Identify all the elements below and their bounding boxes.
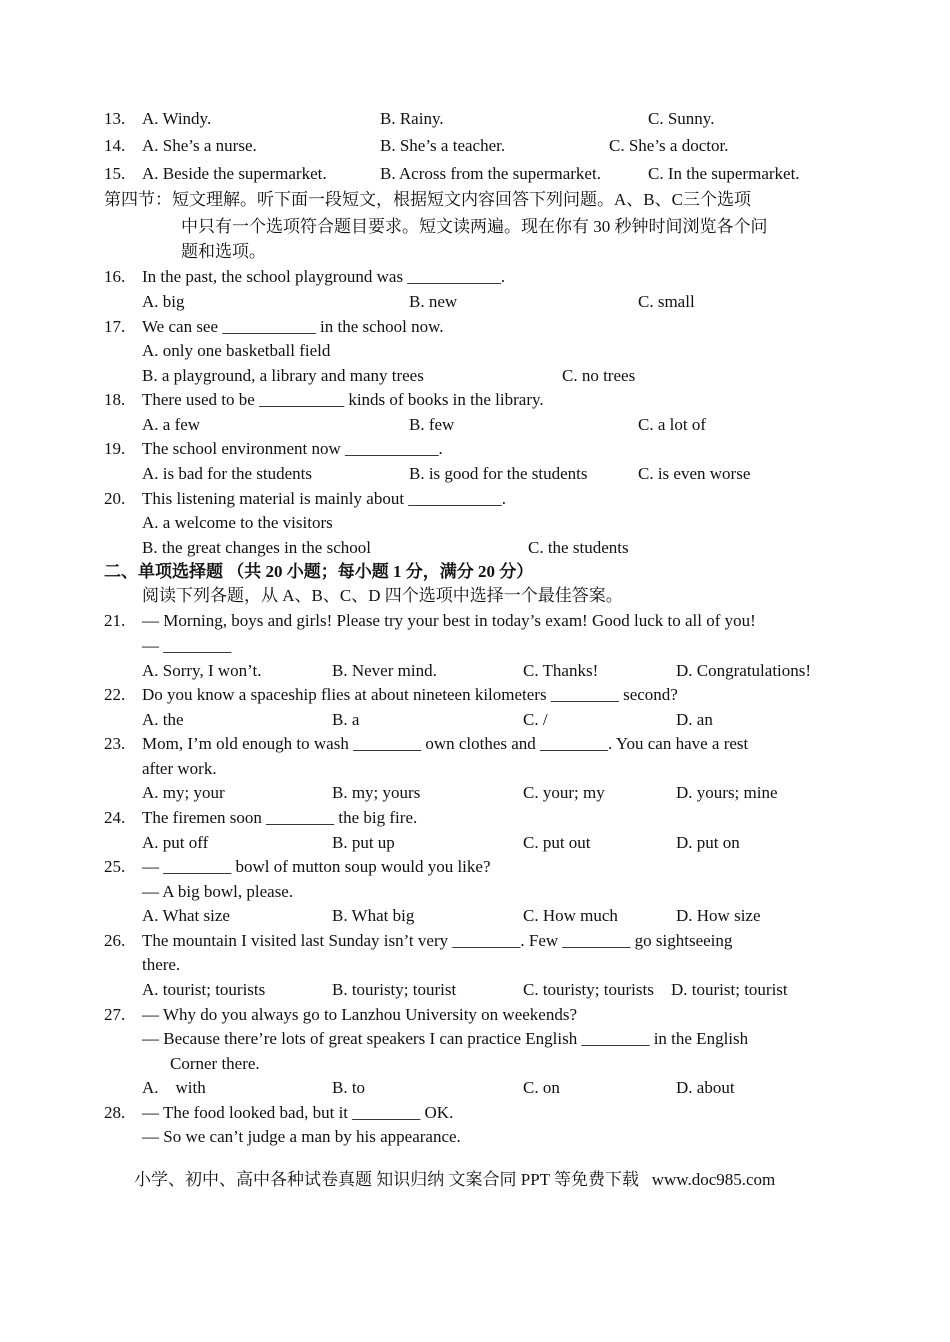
option-a: A. my; your <box>142 783 225 802</box>
option-c: C. How much <box>523 906 618 925</box>
option-a: A. Sorry, I won’t. <box>142 661 262 680</box>
question-stem: Do you know a spaceship flies at about nineteen kilometers ________ second? <box>142 685 678 704</box>
question-stem: — A big bowl, please. <box>142 882 294 901</box>
option-d: D. yours; mine <box>676 783 778 802</box>
option-b: B. the great changes in the school <box>142 538 371 557</box>
option-d: D. tourist; tourist <box>671 980 788 999</box>
option-a: A. She’s a nurse. <box>142 136 257 155</box>
question-stem: — Why do you always go to Lanzhou University on weekends? <box>142 1005 577 1024</box>
question-stem: after work. <box>142 759 217 778</box>
option-a: A. Windy. <box>142 109 212 128</box>
option-c: C. is even worse <box>638 464 751 483</box>
option-d: D. about <box>676 1078 735 1097</box>
option-a: A. a welcome to the visitors <box>142 513 333 532</box>
option-d: D. How size <box>676 906 761 925</box>
question-stem: Mom, I’m old enough to wash ________ own clothes and ________. You can have a rest <box>142 734 749 753</box>
option-b: B. to <box>332 1078 366 1097</box>
option-c: C. put out <box>523 833 591 852</box>
option-a: A. put off <box>142 833 209 852</box>
question-stem: — ________ <box>142 636 232 655</box>
option-d: D. put on <box>676 833 740 852</box>
option-a: A. the <box>142 710 184 729</box>
part-instruction: 阅读下列各题，从 A、B、C、D 四个选项中选择一个最佳答案。 <box>142 586 623 605</box>
question-stem: The mountain I visited last Sunday isn’t very ________. Few ________ go sightseeing <box>142 931 733 950</box>
option-a: A. a few <box>142 415 201 434</box>
option-c: C. your; my <box>523 783 605 802</box>
question-number: 13. <box>104 109 126 128</box>
question-stem: The school environment now ___________. <box>142 439 443 458</box>
option-c: C. on <box>523 1078 560 1097</box>
question-number: 20. <box>104 489 126 508</box>
section-instruction: 题和选项。 <box>181 242 266 261</box>
option-c: C. no trees <box>562 366 636 385</box>
question-stem: — Because there’re lots of great speakers I can practice English ________ in the English <box>142 1029 749 1048</box>
option-d: D. Congratulations! <box>676 661 812 680</box>
option-b: B. is good for the students <box>409 464 588 483</box>
question-stem: — The food looked bad, but it ________ OK. <box>142 1103 454 1122</box>
option-b: B. Across from the supermarket. <box>380 164 601 183</box>
option-b: B. a <box>332 710 360 729</box>
question-stem: — Morning, boys and girls! Please try your best in today’s exam! Good luck to all of you! <box>142 611 756 630</box>
option-b: B. She’s a teacher. <box>380 136 506 155</box>
question-number: 28. <box>104 1103 126 1122</box>
option-a: A. is bad for the students <box>142 464 312 483</box>
question-stem: there. <box>142 955 181 974</box>
question-number: 21. <box>104 611 126 630</box>
option-a: A. with <box>142 1078 206 1097</box>
option-c: C. She’s a doctor. <box>609 136 729 155</box>
option-b: B. Never mind. <box>332 661 437 680</box>
question-number: 26. <box>104 931 126 950</box>
question-stem: — So we can’t judge a man by his appearance. <box>142 1127 461 1146</box>
page-footer: 小学、初中、高中各种试卷真题 知识归纳 文案合同 PPT 等免费下载 www.doc985.com <box>134 1170 776 1189</box>
option-b: B. Rainy. <box>380 109 444 128</box>
question-stem: The firemen soon ________ the big fire. <box>142 808 418 827</box>
question-stem: — ________ bowl of mutton soup would you like? <box>142 857 491 876</box>
question-number: 25. <box>104 857 126 876</box>
question-number: 23. <box>104 734 126 753</box>
option-c: C. In the supermarket. <box>648 164 800 183</box>
option-c: C. Thanks! <box>523 661 599 680</box>
question-stem: Corner there. <box>170 1054 260 1073</box>
section-instruction: 第四节：短文理解。听下面一段短文，根据短文内容回答下列问题。A、B、C三个选项 <box>104 190 751 209</box>
option-c: C. Sunny. <box>648 109 715 128</box>
question-stem: There used to be __________ kinds of books in the library. <box>142 390 544 409</box>
option-c: C. the students <box>528 538 629 557</box>
option-b: B. a playground, a library and many trees <box>142 366 424 385</box>
option-a: A. What size <box>142 906 230 925</box>
option-c: C. touristy; tourists <box>523 980 654 999</box>
option-a: A. Beside the supermarket. <box>142 164 327 183</box>
part-heading: 二、单项选择题 （共 20 小题；每小题 1 分，满分 20 分） <box>104 562 534 581</box>
question-number: 14. <box>104 136 126 155</box>
question-number: 15. <box>104 164 126 183</box>
question-number: 18. <box>104 390 126 409</box>
question-stem: In the past, the school playground was ___________. <box>142 267 506 286</box>
question-number: 16. <box>104 267 126 286</box>
question-number: 17. <box>104 317 126 336</box>
question-number: 22. <box>104 685 126 704</box>
question-number: 19. <box>104 439 126 458</box>
option-b: B. new <box>409 292 458 311</box>
question-stem: This listening material is mainly about ___________. <box>142 489 507 508</box>
option-c: C. / <box>523 710 548 729</box>
section-instruction: 中只有一个选项符合题目要求。短文读两遍。现在你有 30 秒钟时间浏览各个问 <box>181 217 768 236</box>
question-stem: We can see ___________ in the school now. <box>142 317 444 336</box>
option-c: C. a lot of <box>638 415 706 434</box>
option-b: B. my; yours <box>332 783 421 802</box>
option-b: B. What big <box>332 906 415 925</box>
option-d: D. an <box>676 710 713 729</box>
option-a: A. tourist; tourists <box>142 980 266 999</box>
option-b: B. touristy; tourist <box>332 980 457 999</box>
option-b: B. few <box>409 415 455 434</box>
option-a: A. big <box>142 292 185 311</box>
option-a: A. only one basketball field <box>142 341 331 360</box>
question-number: 27. <box>104 1005 126 1024</box>
question-number: 24. <box>104 808 126 827</box>
option-b: B. put up <box>332 833 395 852</box>
option-c: C. small <box>638 292 695 311</box>
